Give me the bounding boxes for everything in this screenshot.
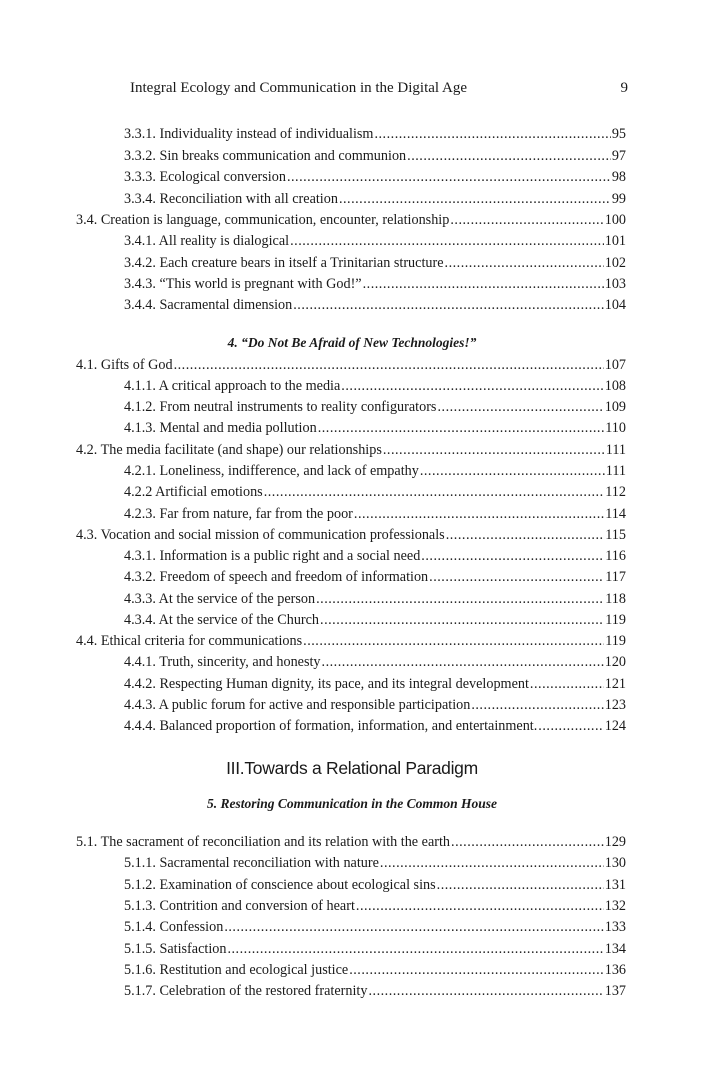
toc-entry (124, 504, 626, 524)
toc-entry (76, 832, 626, 852)
running-head (0, 80, 704, 102)
toc-entry-label: 5.1.7. Celebration of the restored fraternity (124, 983, 368, 999)
toc-entry-page: 134 (604, 941, 626, 957)
toc-entry (124, 695, 626, 715)
toc-entry (124, 546, 626, 566)
toc-entry-label: 5.1.2. Examination of conscience about ecological sins (124, 877, 436, 893)
toc-entry (124, 896, 626, 916)
toc-entry-page: 95 (611, 126, 626, 142)
toc-entry-label: 3.3.2. Sin breaks communication and communion (124, 148, 407, 164)
toc-entry-page: 124 (604, 718, 626, 734)
toc-entry-page: 123 (604, 697, 626, 713)
toc-entry-label: 4.1.3. Mental and media pollution (124, 420, 317, 436)
dot-leader (407, 146, 611, 166)
toc-entry (124, 875, 626, 895)
toc-entry (124, 567, 626, 587)
toc-entry-page: 101 (604, 233, 626, 249)
toc-entry-label: 5.1.1. Sacramental reconciliation with nature (124, 855, 379, 871)
toc-entry-page: 100 (604, 212, 626, 228)
toc-entry-page: 117 (605, 569, 626, 585)
toc-entry (124, 939, 626, 959)
toc-entry (124, 295, 626, 315)
dot-leader (339, 189, 611, 209)
dot-leader (380, 853, 604, 873)
toc-entry-page: 129 (604, 834, 626, 850)
toc-entry-page: 132 (604, 898, 626, 914)
toc-entry-label: 5.1.4. Confession (124, 919, 224, 935)
toc-entry-label: 5.1. The sacrament of reconciliation and its relation with the earth (76, 834, 451, 850)
toc-entry (76, 440, 626, 460)
toc-entry-page: 111 (605, 442, 626, 458)
dot-leader (290, 231, 604, 251)
toc-entry-label: 5.1.5. Satisfaction (124, 941, 227, 957)
dot-leader (354, 504, 604, 524)
toc-entry (124, 960, 626, 980)
toc-entry-label: 5.1.3. Contrition and conversion of heart (124, 898, 355, 914)
dot-leader (303, 631, 604, 651)
toc-entry-label: 3.4.3. “This world is pregnant with God!” (124, 276, 362, 292)
toc-entry-label: 3.3.4. Reconciliation with all creation (124, 191, 338, 207)
toc-entry-label: 3.4.4. Sacramental dimension (124, 297, 293, 313)
dot-leader (349, 960, 604, 980)
toc-entry-page: 109 (604, 399, 626, 415)
toc-entry-label: 4.2.3. Far from nature, far from the poor (124, 506, 353, 522)
page-number: 9 (620, 80, 628, 96)
dot-leader (363, 274, 604, 294)
toc-entry-page: 118 (605, 591, 626, 607)
dot-leader (421, 546, 604, 566)
toc-entry-page: 97 (611, 148, 626, 164)
dot-leader (451, 832, 604, 852)
toc-entry-page: 102 (604, 255, 626, 271)
toc-entry-label: 4.4.4. Balanced proportion of formation, information, and entertainment. (124, 718, 538, 734)
dot-leader (530, 674, 604, 694)
dot-leader (437, 875, 604, 895)
toc-entry-page: 111 (605, 463, 626, 479)
dot-leader (341, 376, 603, 396)
dot-leader (318, 418, 605, 438)
toc-entry (124, 917, 626, 937)
toc-entry-label: 4.3.1. Information is a public right and a social need (124, 548, 421, 564)
dot-leader (356, 896, 604, 916)
toc-entry (124, 716, 626, 736)
toc-entry (124, 418, 626, 438)
dot-leader (224, 917, 603, 937)
toc-entry (124, 124, 626, 144)
toc-entry-label: 4.4. Ethical criteria for communications (76, 633, 303, 649)
toc-entry-page: 136 (604, 962, 626, 978)
toc-entry-label: 4.3.3. At the service of the person (124, 591, 316, 607)
toc-entry-label: 4.3.4. At the service of the Church (124, 612, 320, 628)
toc-entry-label: 4.1.1. A critical approach to the media (124, 378, 341, 394)
toc-entry-label: 4.1. Gifts of God (76, 357, 173, 373)
toc-entry (124, 231, 626, 251)
toc-entry (76, 210, 626, 230)
dot-leader (471, 695, 603, 715)
toc-entry (124, 189, 626, 209)
dot-leader (450, 210, 603, 230)
running-head-title: Integral Ecology and Communication in the Digital Age (130, 80, 468, 96)
toc-entry-page: 108 (604, 378, 626, 394)
toc-entry (124, 652, 626, 672)
toc-entry (124, 167, 626, 187)
toc-entry (124, 376, 626, 396)
toc-entry-page: 98 (611, 169, 626, 185)
toc-entry-label: 4.3.2. Freedom of speech and freedom of information (124, 569, 429, 585)
dot-leader (368, 981, 603, 1001)
dot-leader (320, 610, 604, 630)
toc-entry-page: 119 (605, 612, 626, 628)
toc-entry-page: 110 (605, 420, 626, 436)
toc-entry-page: 99 (611, 191, 626, 207)
toc-entry-page: 114 (605, 506, 626, 522)
dot-leader (174, 355, 604, 375)
toc-entry-page: 121 (604, 676, 626, 692)
toc-entry-label: 4.4.2. Respecting Human dignity, its pace, and its integral development (124, 676, 529, 692)
toc-entry-page: 115 (605, 527, 626, 543)
toc-entry-label: 4.2.1. Loneliness, indifference, and lack of empathy (124, 463, 419, 479)
toc-entry-label: 4.4.3. A public forum for active and responsible participation (124, 697, 471, 713)
toc-entry-label: 3.4.2. Each creature bears in itself a Trinitarian structure (124, 255, 444, 271)
toc-entry (124, 589, 626, 609)
toc-entry-label: 4.2. The media facilitate (and shape) our relationships (76, 442, 382, 458)
toc-entry-page: 107 (604, 357, 626, 373)
dot-leader (383, 440, 605, 460)
toc-entry-label: 3.3.1. Individuality instead of individualism (124, 126, 374, 142)
toc-entry-page: 103 (604, 276, 626, 292)
dot-leader (227, 939, 603, 959)
toc-entry-page: 116 (605, 548, 626, 564)
dot-leader (287, 167, 611, 187)
dot-leader (437, 397, 603, 417)
dot-leader (429, 567, 604, 587)
toc-entry-label: 4.2.2 Artificial emotions (124, 484, 263, 500)
toc-entry-page: 133 (604, 919, 626, 935)
toc-entry (124, 981, 626, 1001)
toc-entry (76, 355, 626, 375)
toc-entry-label: 4.1.2. From neutral instruments to reality configurators (124, 399, 437, 415)
toc-entry (124, 674, 626, 694)
toc-entry (76, 631, 626, 651)
toc-entry (124, 397, 626, 417)
part-title: III.Towards a Relational Paradigm (226, 758, 478, 778)
dot-leader (293, 295, 603, 315)
chapter-heading: 5. Restoring Communication in the Common House (207, 796, 497, 811)
toc-entry-label: 3.4.1. All reality is dialogical (124, 233, 290, 249)
dot-leader (264, 482, 605, 502)
toc-entry-page: 112 (605, 484, 626, 500)
toc-entry (124, 253, 626, 273)
toc-entry-page: 137 (604, 983, 626, 999)
toc-entry (124, 274, 626, 294)
toc-entry (124, 610, 626, 630)
dot-leader (446, 525, 605, 545)
toc-entry-label: 4.3. Vocation and social mission of communication professionals (76, 527, 445, 543)
toc-entry-label: 4.4.1. Truth, sincerity, and honesty (124, 654, 321, 670)
dot-leader (420, 461, 605, 481)
toc-entry (124, 146, 626, 166)
toc-entry-label: 3.4. Creation is language, communication, encounter, relationship (76, 212, 450, 228)
dot-leader (316, 589, 604, 609)
toc-entry-label: 5.1.6. Restitution and ecological justice (124, 962, 349, 978)
toc-entry-page: 120 (604, 654, 626, 670)
toc-entry-page: 104 (604, 297, 626, 313)
toc-entry (124, 461, 626, 481)
dot-leader (322, 652, 604, 672)
toc-entry (124, 853, 626, 873)
toc-entry-page: 130 (604, 855, 626, 871)
toc-entry-page: 119 (605, 633, 626, 649)
toc-entry-page: 131 (604, 877, 626, 893)
chapter-heading: 4. “Do Not Be Afraid of New Technologies!” (227, 335, 477, 350)
toc-entry-label: 3.3.3. Ecological conversion (124, 169, 286, 185)
dot-leader (538, 716, 603, 736)
toc-entry (76, 525, 626, 545)
toc-entry (124, 482, 626, 502)
dot-leader (445, 253, 604, 273)
dot-leader (374, 124, 610, 144)
